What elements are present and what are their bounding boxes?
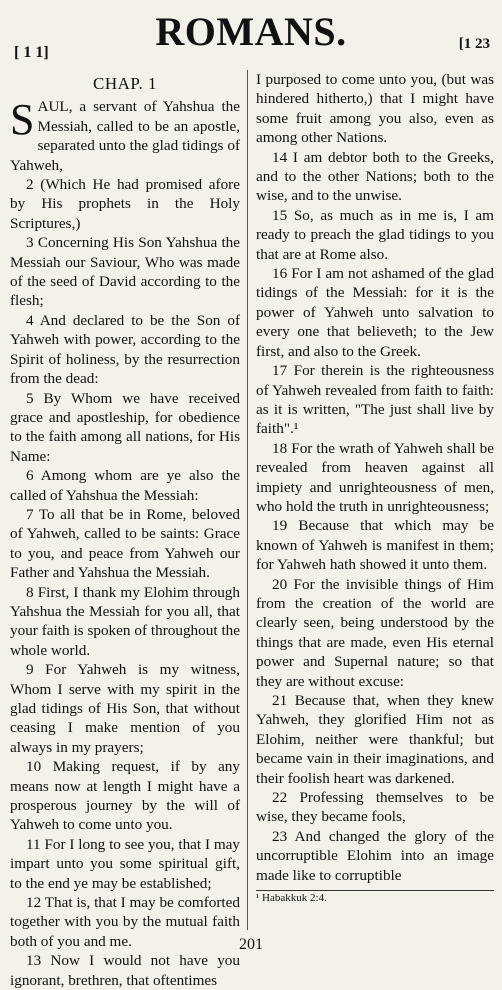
- verse: 10 Making request, if by any means now at length I might have a prosperous journey by the will of Yahweh to come unto you.: [10, 758, 240, 834]
- verse: 7 To all that be in Rome, beloved of Yahweh, called to be saints: Grace to you, and peace from Yahweh our Father and Yahshua the Messiah.: [10, 505, 240, 582]
- verse: 21 Because that, when they knew Yahweh, they glorified Him not as Elohim, neither were thankful; but became vain in their imaginations, and their foolish heart was darkened.: [256, 692, 494, 787]
- page-number: 201: [239, 936, 263, 953]
- verse: 19 Because that which may be known of Yahweh is manifest in them; for Yahweh hath showed it unto them.: [256, 517, 494, 574]
- verse: 4 And declared to be the Son of Yahweh with power, according to the Spirit of holiness, by the resurrection from the dead:: [10, 311, 240, 388]
- verse: 20 For the invisible things of Him from the creation of the world are clearly seen, being understood by the things that are made, even His eternal power and Supernal nature; so that they are without excuse:: [256, 575, 494, 690]
- verse: 17 For therein is the righteousness of Yahweh revealed from faith to faith: as it is written, "The just shall live by faith".¹: [256, 362, 494, 438]
- header-right-reference: [1 23: [458, 36, 490, 52]
- verse-1: [10, 97, 240, 175]
- chapter-heading: CHAP. 1: [93, 74, 157, 93]
- footnote: ¹ Habakkuk 2:4.: [256, 892, 327, 905]
- verse: 2 (Which He had promised afore by His prophets in the Holy Scriptures,): [10, 176, 240, 232]
- verse: 22 Professing themselves to be wise, they became fools,: [256, 789, 494, 826]
- right-column: [256, 70, 494, 905]
- verse: 9 For Yahweh is my witness, Whom I serve with my spirit in the glad tidings of His Son, that without ceasing I make mention of you always in my prayers;: [10, 661, 240, 756]
- verse: 23 And changed the glory of the uncorruptible Elohim into an image made like to corruptible: [256, 827, 494, 884]
- verse: 18 For the wrath of Yahweh shall be revealed from heaven against all impiety and unrighteousness of men, who hold the truth in unrighteousness;: [256, 439, 494, 515]
- verse-continuation: I purposed to come unto you, (but was hindered hitherto,) that I might have some fruit among you also, even as among other Nations.: [256, 71, 494, 147]
- verse: 8 First, I thank my Elohim through Yahshua the Messiah for you all, that your faith is spoken of throughout the whole world.: [10, 583, 240, 659]
- drop-cap: S: [10, 95, 35, 145]
- verse: 12 That is, that I may be comforted together with you by the mutual faith both of you and me.: [10, 894, 240, 950]
- verse: 11 For I long to see you, that I may impart unto you some spiritual gift, to the end ye may be established;: [10, 835, 240, 892]
- header-left-reference: [ 1 1]: [14, 44, 49, 61]
- verse: 16 For I am not ashamed of the glad tidings of the Messiah: for it is the power of Yahweh unto salvation to every one that believeth; to the Jew first, and also to the Greek.: [256, 265, 494, 360]
- verse: 6 Among whom are ye also the called of Yahshua the Messiah:: [10, 467, 240, 504]
- column-divider: [247, 70, 248, 930]
- left-column: [10, 72, 240, 990]
- verse-1-text: AUL, a servant of Yahshua the Messiah, called to be an apostle, separated unto the glad tidings of Yahweh,: [10, 98, 240, 174]
- book-title: ROMANS.: [155, 9, 347, 54]
- verse: 13 Now I would not have you ignorant, brethren, that oftentimes: [10, 952, 240, 989]
- verse: 15 So, as much as in me is, I am ready to preach the glad tidings to you that are at Rome also.: [256, 206, 494, 263]
- verse: 5 By Whom we have received grace and apostleship, for obedience to the faith among all nations, for His Name:: [10, 389, 240, 465]
- verse: 14 I am debtor both to the Greeks, and to the other Nations; both to the wise, and to the unwise.: [256, 148, 494, 205]
- verse: 3 Concerning His Son Yahshua the Messiah our Saviour, Who was made of the seed of David according to the flesh;: [10, 234, 240, 310]
